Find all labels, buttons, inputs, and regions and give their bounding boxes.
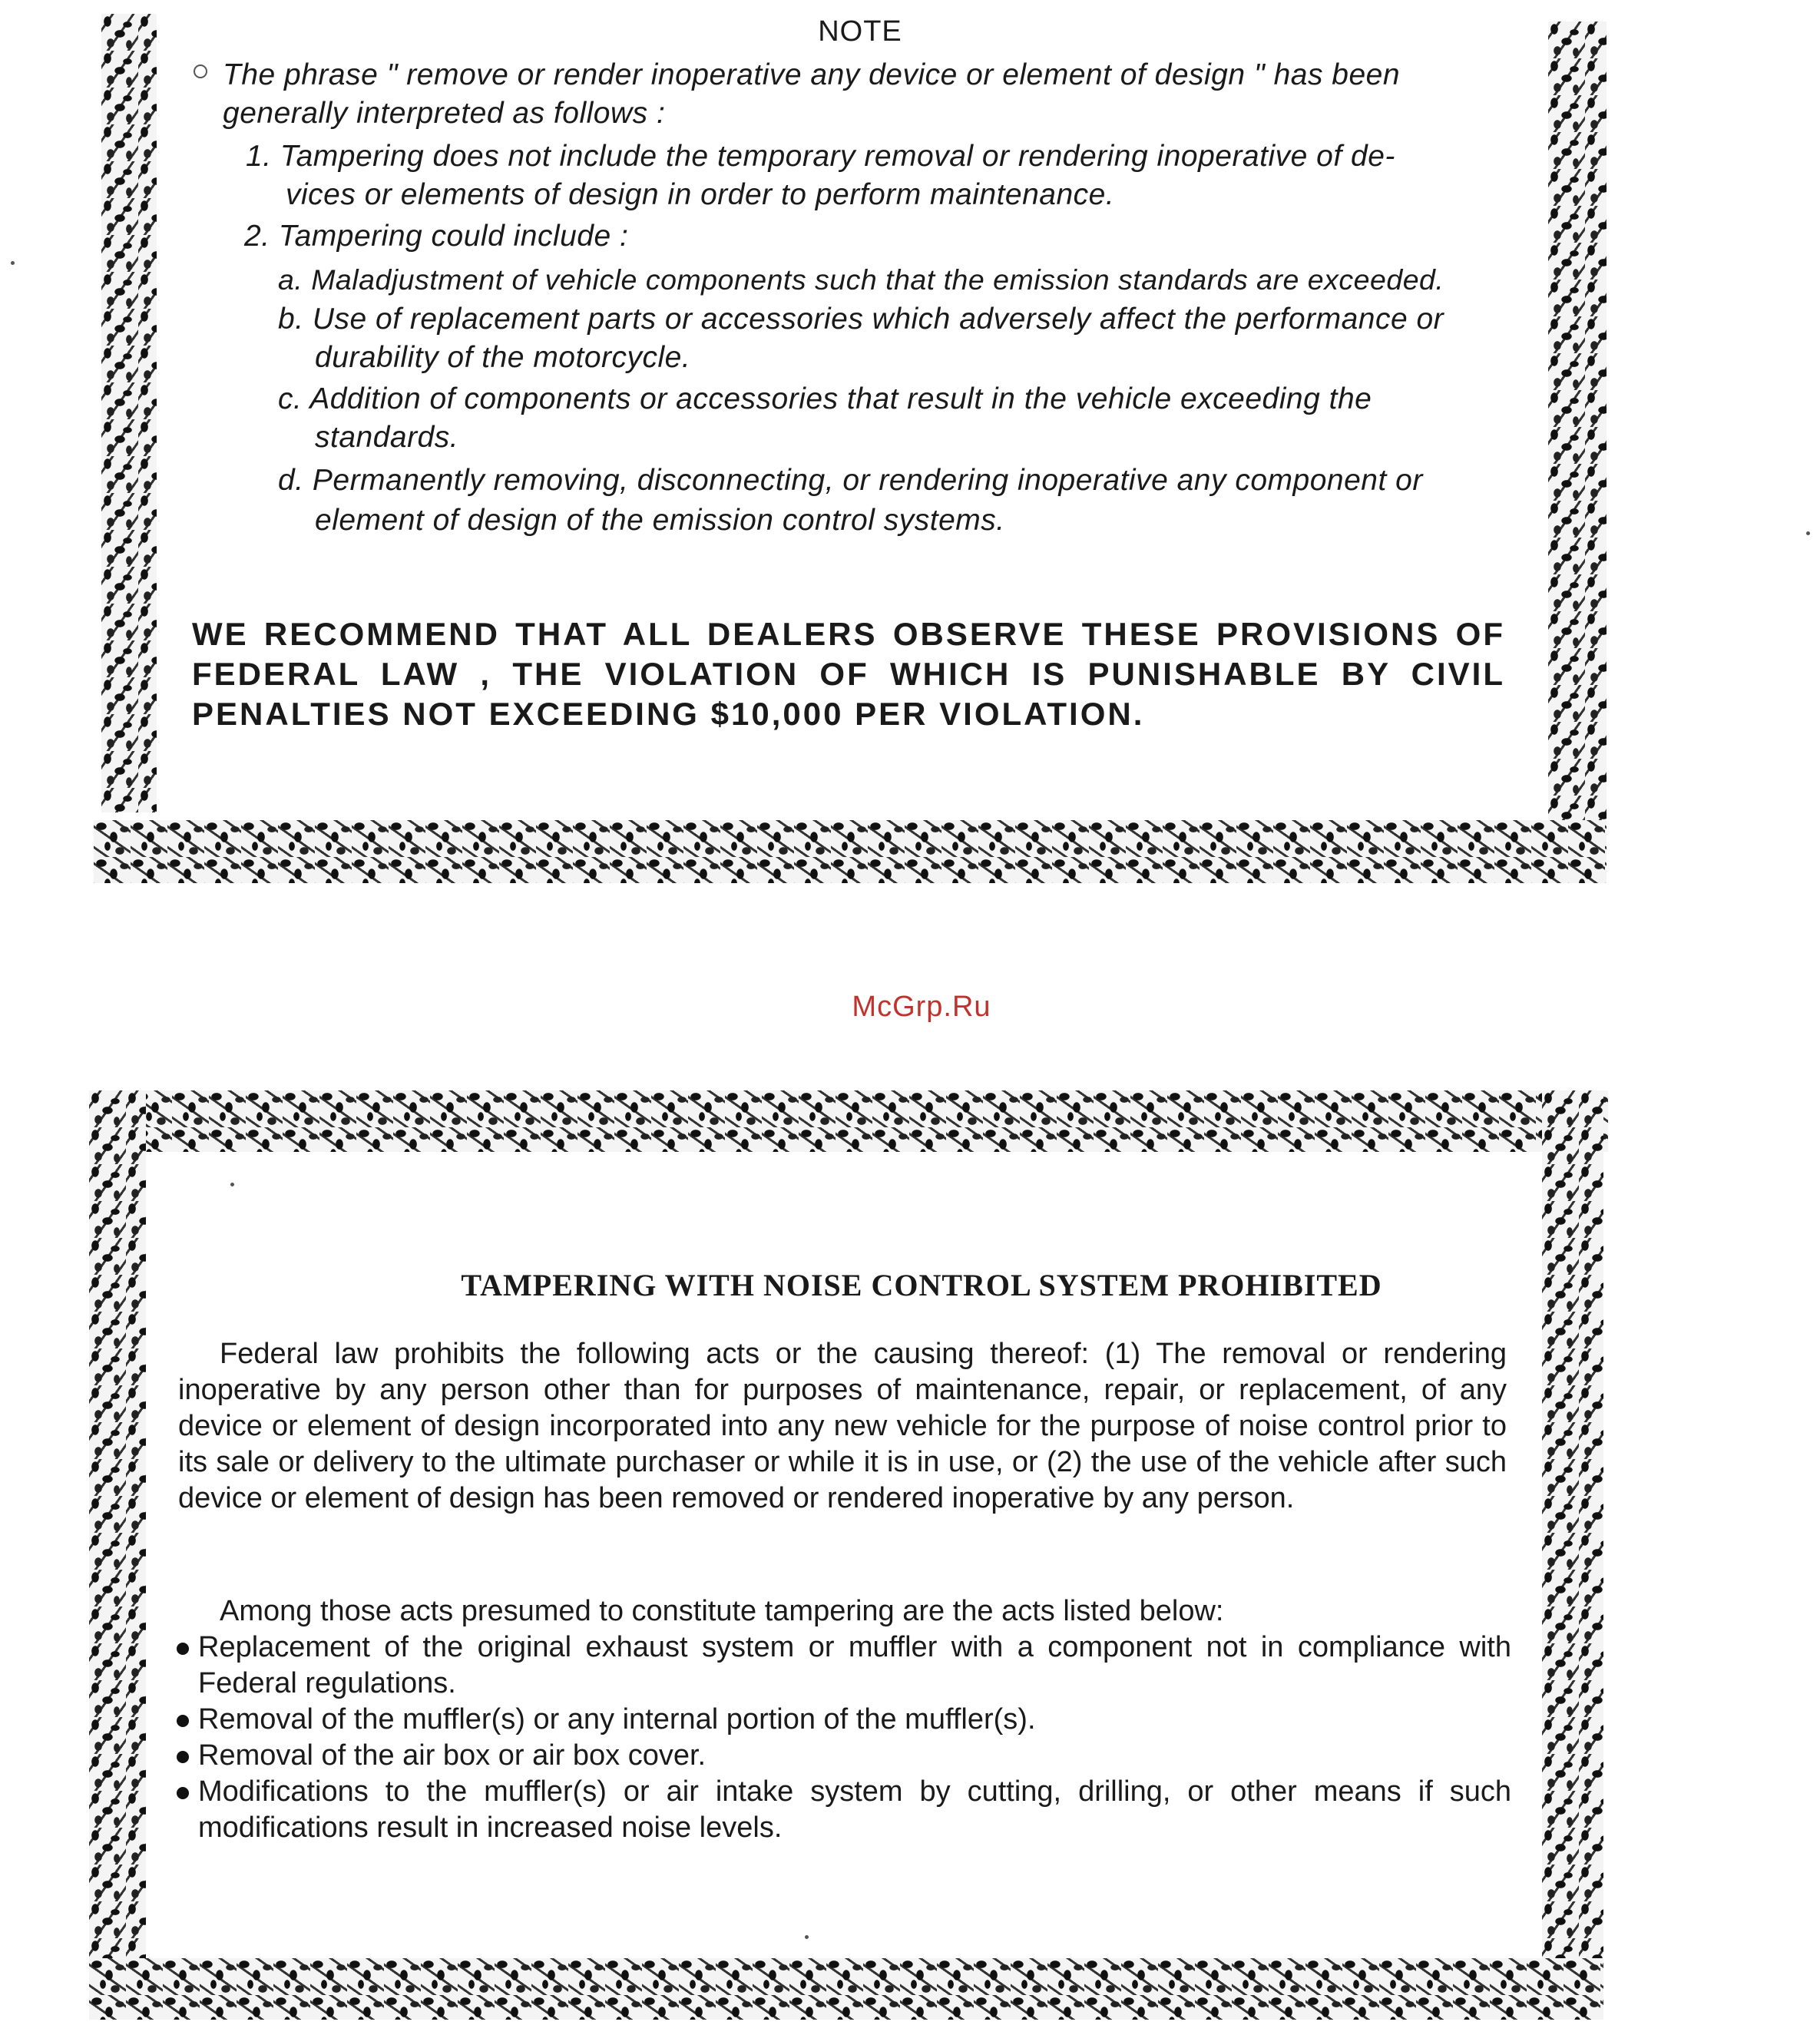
top-box-left-border bbox=[101, 14, 157, 812]
scan-speck bbox=[1806, 531, 1810, 535]
bottom-box-bottom-border bbox=[89, 1958, 1603, 2020]
note-item-a: a. Maladjustment of vehicle components such that the emission standards are exceeded. bbox=[278, 263, 1444, 296]
bullet-dot-icon bbox=[177, 1751, 189, 1763]
note-item-d-line-2: element of design of the emission control systems. bbox=[315, 504, 1005, 537]
note-item-1-line-2: vices or elements of design in order to perform maintenance. bbox=[286, 178, 1115, 211]
bullet-text: Removal of the air box or air box cover. bbox=[198, 1739, 706, 1772]
note-item-1-line-1: 1. Tampering does not include the temporary removal or rendering inoperative of de- bbox=[246, 140, 1395, 173]
list-item bbox=[175, 1738, 1511, 1774]
note-item-b-line-2: durability of the motorcycle. bbox=[315, 341, 691, 374]
bullet-text: Modifications to the muffler(s) or air intake system by cutting, drilling, or other means if such modifications result in increased noise levels. bbox=[198, 1775, 1511, 1844]
dealer-recommendation: WE RECOMMEND THAT ALL DEALERS OBSERVE THESE PROVISIONS OF FEDERAL LAW , THE VIOLATION OF WHICH IS PUNISHABLE BY CIVIL PENALTIES NOT EXCEEDING $10,000 PER VIOLATION. bbox=[192, 616, 1505, 732]
bullet-dot-icon bbox=[177, 1643, 189, 1655]
noise-paragraph-2 bbox=[178, 1593, 1507, 1630]
noise-paragraph-2-text: Among those acts presumed to constitute tampering are the acts listed below: bbox=[220, 1595, 1224, 1627]
list-item bbox=[175, 1702, 1511, 1738]
note-intro-line-2: generally interpreted as follows : bbox=[223, 97, 666, 130]
bottom-box-left-border bbox=[89, 1090, 146, 2020]
bullet-dot-icon bbox=[177, 1715, 189, 1727]
note-item-c-line-1: c. Addition of components or accessories that result in the vehicle exceeding the bbox=[278, 382, 1372, 415]
list-item bbox=[175, 1630, 1511, 1702]
tampering-bullet-list bbox=[175, 1630, 1511, 1846]
bullet-dot-icon bbox=[177, 1787, 189, 1799]
list-item bbox=[175, 1774, 1511, 1846]
top-box-right-border bbox=[1548, 22, 1607, 882]
bottom-box-top-border bbox=[98, 1090, 1608, 1152]
scan-speck bbox=[230, 1183, 234, 1186]
circle-bullet-icon bbox=[194, 65, 207, 78]
note-intro-line-1: The phrase " remove or render inoperative any device or element of design " has been bbox=[223, 58, 1401, 91]
noise-control-title: TAMPERING WITH NOISE CONTROL SYSTEM PROHIBITED bbox=[461, 1268, 1382, 1302]
watermark-text: McGrp.Ru bbox=[852, 991, 991, 1023]
bullet-text: Removal of the muffler(s) or any internal portion of the muffler(s). bbox=[198, 1703, 1036, 1736]
note-item-2: 2. Tampering could include : bbox=[244, 220, 629, 253]
top-box-bottom-border bbox=[94, 820, 1607, 883]
note-item-d-line-1: d. Permanently removing, disconnecting, or rendering inoperative any component or bbox=[278, 464, 1423, 497]
note-item-c-line-2: standards. bbox=[315, 421, 459, 454]
scan-speck bbox=[805, 1935, 809, 1939]
noise-paragraph-1-text: Federal law prohibits the following acts or the causing thereof: (1) The removal or rendering inoperative by any person other than for purposes of maintenance, repair, or replacement, of any device or element of design incorporated into any new vehicle for the purpose of noise control prior to its sale or delivery to the ultimate purchaser or while it is in use, or (2) the use of the vehicle after such device or element of design has been removed or rendered inoperative by any person. bbox=[178, 1338, 1507, 1514]
note-item-b-line-1: b. Use of replacement parts or accessories which adversely affect the performance or bbox=[278, 303, 1444, 336]
scan-speck bbox=[11, 261, 15, 265]
bottom-box-right-border bbox=[1542, 1090, 1603, 2020]
noise-paragraph-1 bbox=[178, 1336, 1507, 1517]
note-title: NOTE bbox=[818, 15, 902, 48]
bullet-text: Replacement of the original exhaust system or muffler with a component not in compliance with Federal regulations. bbox=[198, 1631, 1511, 1699]
